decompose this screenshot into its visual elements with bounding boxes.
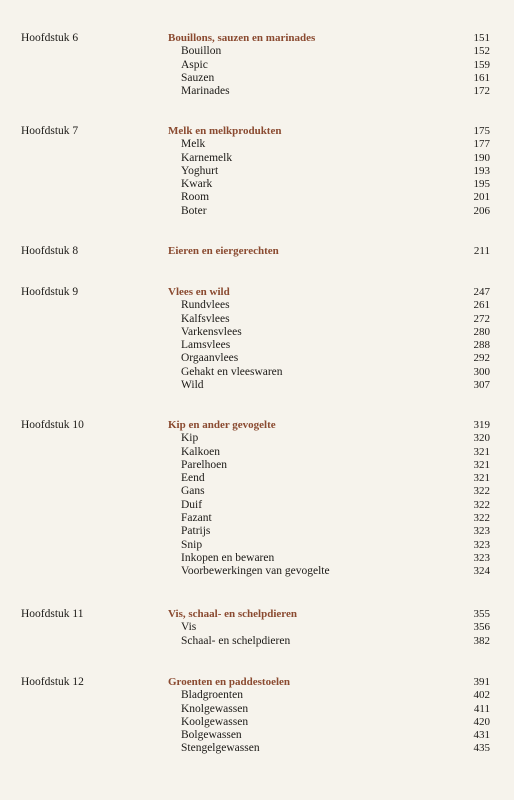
chapter-items bbox=[0, 432, 514, 578]
item-label: Duif bbox=[181, 498, 203, 511]
chapter-items bbox=[0, 689, 514, 755]
chapter-items bbox=[0, 138, 514, 218]
item-label: Inkopen en bewaren bbox=[181, 551, 275, 564]
item-page-number: 161 bbox=[473, 71, 490, 84]
item-label: Kalfsvlees bbox=[181, 312, 230, 325]
chapter-title: Melk en melkprodukten bbox=[168, 125, 282, 137]
chapter-title: Vlees en wild bbox=[168, 286, 230, 298]
item-page-number: 159 bbox=[473, 58, 490, 71]
item-page-number: 321 bbox=[473, 472, 490, 485]
list-item bbox=[0, 313, 514, 326]
chapter-items bbox=[0, 621, 514, 648]
item-label: Vis bbox=[181, 621, 197, 634]
list-item bbox=[0, 152, 514, 165]
list-item bbox=[0, 703, 514, 716]
list-item bbox=[0, 472, 514, 485]
item-label: Patrijs bbox=[181, 525, 211, 538]
item-page-number: 323 bbox=[473, 538, 490, 551]
item-page-number: 356 bbox=[473, 621, 490, 634]
chapter-label: Hoofdstuk 9 bbox=[21, 286, 79, 298]
chapter-title: Groenten en paddestoelen bbox=[168, 676, 291, 688]
list-item bbox=[0, 635, 514, 648]
item-page-number: 321 bbox=[473, 445, 490, 458]
list-item bbox=[0, 446, 514, 459]
item-page-number: 411 bbox=[473, 702, 490, 715]
item-page-number: 280 bbox=[473, 325, 490, 338]
item-page-number: 324 bbox=[473, 565, 490, 578]
item-label: Marinades bbox=[181, 85, 230, 98]
chapter-page-number: 211 bbox=[473, 245, 490, 257]
chapter-title: Bouillons, sauzen en marinades bbox=[168, 32, 316, 44]
item-page-number: 177 bbox=[473, 138, 490, 151]
list-item bbox=[0, 742, 514, 755]
item-label: Bladgroenten bbox=[181, 689, 243, 702]
list-item bbox=[0, 326, 514, 339]
item-page-number: 323 bbox=[473, 551, 490, 564]
item-label: Bouillon bbox=[181, 45, 222, 58]
item-label: Gehakt en vleeswaren bbox=[181, 365, 283, 378]
list-item bbox=[0, 85, 514, 98]
chapter-page-number: 391 bbox=[473, 676, 490, 688]
list-item bbox=[0, 299, 514, 312]
list-item bbox=[0, 716, 514, 729]
item-page-number: 261 bbox=[473, 299, 490, 312]
item-label: Koolgewassen bbox=[181, 715, 249, 728]
chapter-page-number: 175 bbox=[473, 125, 490, 137]
list-item bbox=[0, 339, 514, 352]
item-page-number: 322 bbox=[473, 498, 490, 511]
chapter-page-number: 151 bbox=[473, 32, 490, 44]
item-page-number: 320 bbox=[473, 432, 490, 445]
list-item bbox=[0, 552, 514, 565]
list-item bbox=[0, 621, 514, 634]
item-page-number: 402 bbox=[473, 689, 490, 702]
item-page-number: 288 bbox=[473, 339, 490, 352]
item-page-number: 190 bbox=[473, 151, 490, 164]
item-label: Eend bbox=[181, 472, 205, 485]
item-label: Yoghurt bbox=[181, 164, 219, 177]
list-item bbox=[0, 379, 514, 392]
chapter-page-number: 355 bbox=[473, 608, 490, 620]
chapter-page-number: 319 bbox=[473, 419, 490, 431]
list-item bbox=[0, 59, 514, 72]
item-label: Lamsvlees bbox=[181, 339, 231, 352]
item-label: Rundvlees bbox=[181, 299, 230, 312]
item-label: Orgaanvlees bbox=[181, 352, 239, 365]
item-page-number: 322 bbox=[473, 512, 490, 525]
item-label: Stengelgewassen bbox=[181, 742, 260, 755]
item-label: Parelhoen bbox=[181, 458, 227, 471]
chapter-label: Hoofdstuk 8 bbox=[21, 245, 79, 257]
chapter-title: Kip en ander gevogelte bbox=[168, 419, 276, 431]
item-label: Sauzen bbox=[181, 71, 215, 84]
list-item bbox=[0, 352, 514, 365]
item-label: Kalkoen bbox=[181, 445, 220, 458]
chapter-title: Vis, schaal- en schelpdieren bbox=[168, 608, 297, 620]
item-page-number: 292 bbox=[473, 352, 490, 365]
list-item bbox=[0, 525, 514, 538]
chapter-label: Hoofdstuk 6 bbox=[21, 32, 79, 44]
item-page-number: 195 bbox=[473, 178, 490, 191]
chapter-label: Hoofdstuk 10 bbox=[21, 419, 84, 431]
item-page-number: 172 bbox=[473, 85, 490, 98]
item-label: Gans bbox=[181, 485, 205, 498]
list-item bbox=[0, 366, 514, 379]
item-label: Varkensvlees bbox=[181, 325, 242, 338]
item-page-number: 435 bbox=[473, 742, 490, 755]
list-item bbox=[0, 729, 514, 742]
list-item bbox=[0, 689, 514, 702]
chapter-items bbox=[0, 45, 514, 98]
item-label: Schaal- en schelpdieren bbox=[181, 634, 291, 647]
chapter-page-number: 247 bbox=[473, 286, 490, 298]
list-item bbox=[0, 205, 514, 218]
item-label: Wild bbox=[181, 379, 204, 392]
item-page-number: 431 bbox=[473, 729, 490, 742]
item-page-number: 152 bbox=[473, 45, 490, 58]
list-item bbox=[0, 165, 514, 178]
list-item bbox=[0, 499, 514, 512]
list-item bbox=[0, 459, 514, 472]
list-item bbox=[0, 72, 514, 85]
item-label: Boter bbox=[181, 204, 207, 217]
item-label: Voorbewerkingen van gevogelte bbox=[181, 565, 330, 578]
item-page-number: 307 bbox=[473, 379, 490, 392]
chapter-label: Hoofdstuk 12 bbox=[21, 676, 84, 688]
item-label: Karnemelk bbox=[181, 151, 233, 164]
item-page-number: 382 bbox=[473, 634, 490, 647]
item-page-number: 206 bbox=[473, 204, 490, 217]
list-item bbox=[0, 45, 514, 58]
list-item bbox=[0, 539, 514, 552]
item-page-number: 321 bbox=[473, 458, 490, 471]
list-item bbox=[0, 512, 514, 525]
item-label: Kwark bbox=[181, 178, 213, 191]
item-label: Melk bbox=[181, 138, 206, 151]
item-page-number: 323 bbox=[473, 525, 490, 538]
item-page-number: 272 bbox=[473, 312, 490, 325]
item-label: Kip bbox=[181, 432, 199, 445]
item-page-number: 201 bbox=[473, 191, 490, 204]
item-page-number: 193 bbox=[473, 164, 490, 177]
item-label: Snip bbox=[181, 538, 203, 551]
list-item bbox=[0, 432, 514, 445]
item-page-number: 322 bbox=[473, 485, 490, 498]
chapter-title: Eieren en eiergerechten bbox=[168, 245, 279, 257]
item-label: Room bbox=[181, 191, 210, 204]
list-item bbox=[0, 485, 514, 498]
list-item bbox=[0, 191, 514, 204]
item-label: Aspic bbox=[181, 58, 208, 71]
list-item bbox=[0, 138, 514, 151]
chapter-items bbox=[0, 299, 514, 392]
chapter-label: Hoofdstuk 7 bbox=[21, 125, 79, 137]
chapter-label: Hoofdstuk 11 bbox=[21, 608, 84, 620]
item-page-number: 420 bbox=[473, 715, 490, 728]
item-label: Bolgewassen bbox=[181, 729, 242, 742]
item-label: Fazant bbox=[181, 512, 212, 525]
list-item bbox=[0, 178, 514, 191]
item-page-number: 300 bbox=[473, 365, 490, 378]
list-item bbox=[0, 565, 514, 578]
item-label: Knolgewassen bbox=[181, 702, 249, 715]
